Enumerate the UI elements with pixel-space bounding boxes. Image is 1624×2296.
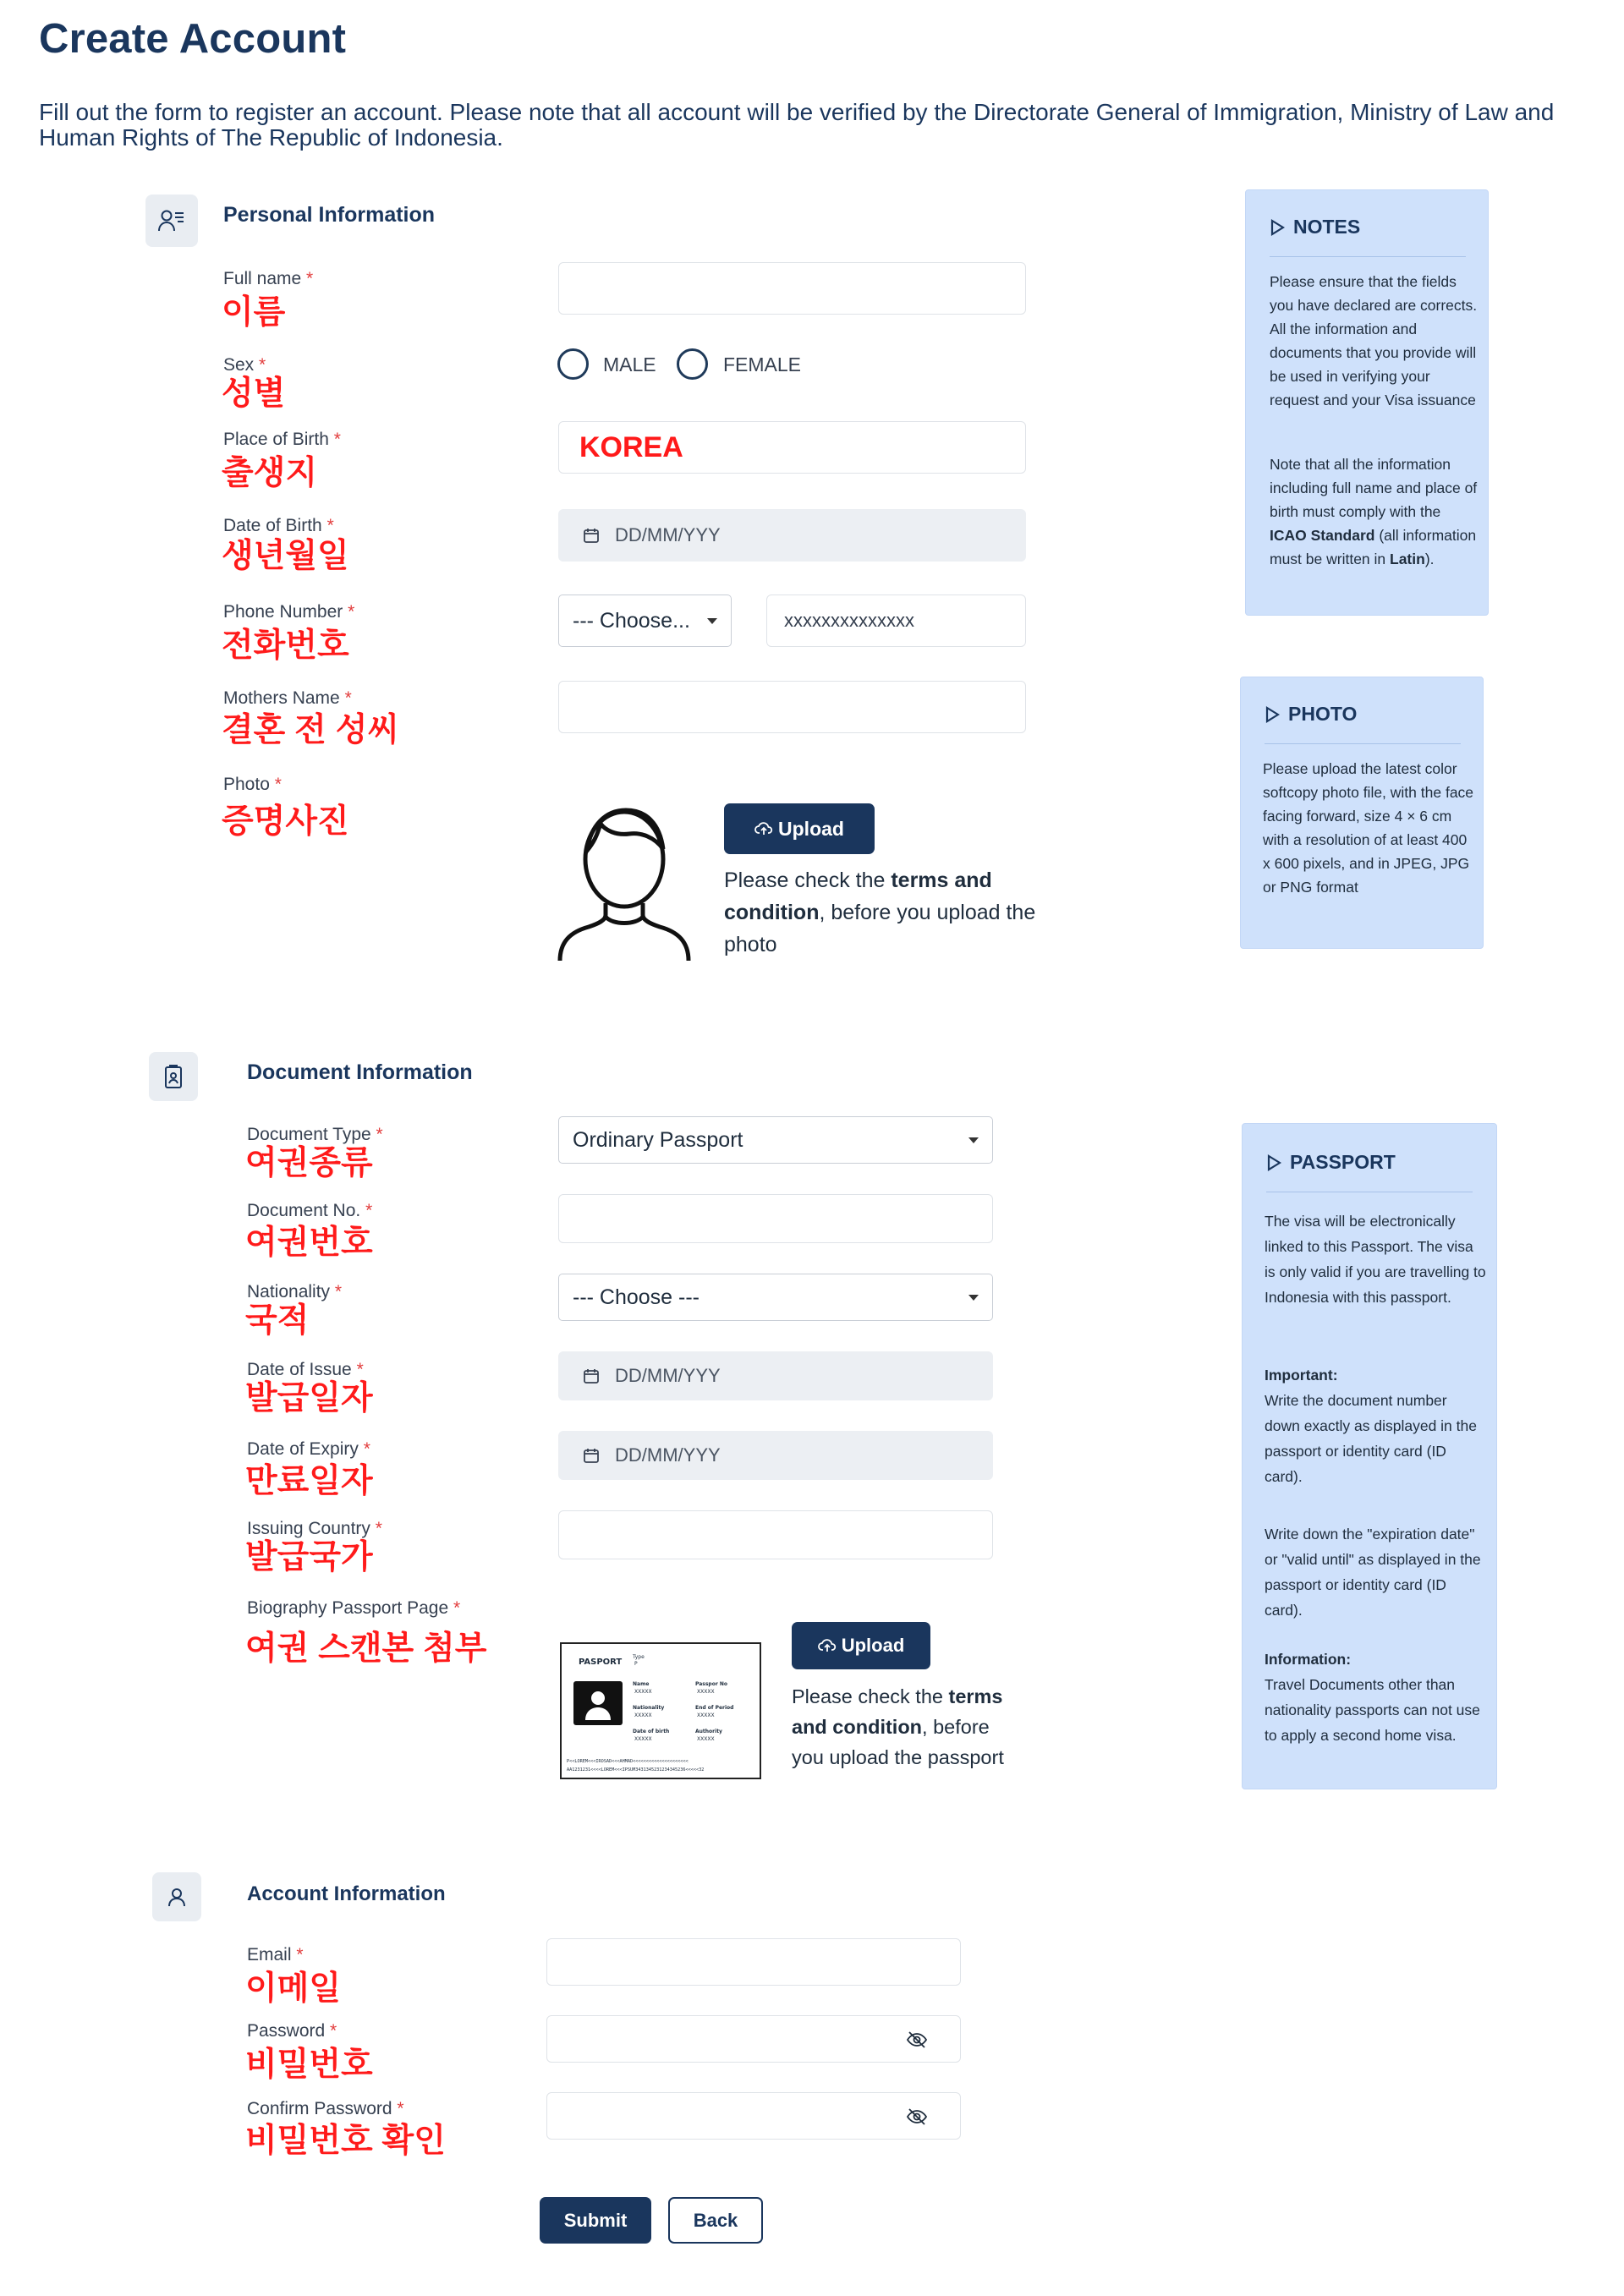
date-issue-placeholder: DD/MM/YYY bbox=[615, 1365, 721, 1386]
photo-notes-p1: Please upload the latest color softcopy photo file, with the face facing forward, size 4 × 6 cm with a resolution of at least 400 x 600 pixels, and in JPEG, JPG or PNG format bbox=[1263, 760, 1474, 896]
phone-annotation: 전화번호 bbox=[222, 627, 349, 664]
play-triangle-icon bbox=[1270, 219, 1285, 236]
mothers-name-annotation: 결혼 전 성씨 bbox=[222, 712, 400, 748]
document-type-select[interactable] bbox=[558, 1116, 993, 1164]
password-input[interactable] bbox=[546, 2015, 961, 2063]
document-info-icon bbox=[149, 1052, 198, 1101]
photo-help-text: Please check the terms and condition, before you upload the photo bbox=[724, 869, 1036, 956]
chevron-down-icon bbox=[968, 1295, 979, 1301]
place-of-birth-label: Place of Birth * bbox=[223, 430, 341, 449]
date-of-birth-input[interactable] bbox=[558, 509, 1026, 562]
mothers-name-input[interactable] bbox=[558, 681, 1026, 733]
passport-name-value: XXXXX bbox=[634, 1689, 652, 1695]
submit-button[interactable]: Submit bbox=[540, 2197, 651, 2244]
passport-dob-value: XXXXX bbox=[634, 1736, 652, 1742]
passport-notes-important: Important: Write the document number down exactly as displayed in the passport or identity card (ID card). bbox=[1265, 1367, 1477, 1485]
document-type-label: Document Type * bbox=[247, 1125, 383, 1144]
nationality-value: --- Choose --- bbox=[573, 1285, 700, 1309]
avatar-placeholder-icon bbox=[557, 802, 692, 961]
cloud-upload-icon bbox=[818, 1638, 837, 1653]
passport-authority-value: XXXXX bbox=[697, 1736, 715, 1742]
email-annotation: 이메일 bbox=[245, 1970, 342, 2007]
date-issue-input[interactable] bbox=[558, 1351, 993, 1400]
notes-p1: Please ensure that the fields you have declared are corrects. All the information and documents that you provide will be used in verifying your request and your Visa issuance bbox=[1270, 273, 1478, 408]
issuing-country-label: Issuing Country * bbox=[247, 1519, 382, 1538]
calendar-icon bbox=[583, 1367, 600, 1384]
passport-notes-information: Information: Travel Documents other than nationality passports can not use to apply a second home visa. bbox=[1265, 1651, 1480, 1744]
document-type-value: Ordinary Passport bbox=[573, 1127, 743, 1152]
passport-no-value: XXXXX bbox=[697, 1689, 715, 1695]
bio-page-label: Biography Passport Page * bbox=[247, 1598, 461, 1618]
personal-info-icon bbox=[145, 195, 198, 247]
sex-radio-female[interactable] bbox=[677, 348, 708, 380]
passport-type-label: Type bbox=[633, 1654, 645, 1660]
bio-page-annotation: 여권 스캔본 첨부 bbox=[245, 1630, 487, 1667]
play-triangle-icon bbox=[1265, 706, 1280, 723]
eye-off-icon[interactable] bbox=[906, 2030, 928, 2049]
phone-number-input[interactable] bbox=[766, 595, 1026, 647]
passport-help-text: Please check the terms and condition, before you upload the passport bbox=[792, 1685, 1004, 1768]
nationality-label: Nationality * bbox=[247, 1282, 343, 1301]
full-name-input[interactable] bbox=[558, 262, 1026, 315]
passport-photo-icon bbox=[573, 1681, 623, 1725]
place-of-birth-annotation: 출생지 bbox=[222, 455, 318, 491]
passport-notes-p1: The visa will be electronically linked to this Passport. The visa is only valid if you are travelling to Indonesia with this passport. bbox=[1265, 1213, 1486, 1306]
photo-notes-header bbox=[1265, 703, 1357, 726]
passport-nationality-value: XXXXX bbox=[634, 1712, 652, 1718]
issuing-country-annotation: 발급국가 bbox=[245, 1539, 373, 1575]
play-triangle-icon bbox=[1266, 1154, 1281, 1171]
document-no-input[interactable] bbox=[558, 1194, 993, 1243]
document-no-annotation: 여권번호 bbox=[245, 1225, 373, 1261]
nationality-annotation: 국적 bbox=[245, 1302, 310, 1339]
confirm-password-label: Confirm Password * bbox=[247, 2099, 404, 2118]
chevron-down-icon bbox=[707, 618, 717, 624]
passport-notes-panel bbox=[1242, 1123, 1497, 1789]
notes-panel bbox=[1245, 189, 1489, 616]
cloud-upload-icon bbox=[754, 821, 773, 836]
section-title-personal: Personal Information bbox=[223, 203, 436, 227]
passport-mrz-line-1: P<<LOREM<<<IROSAD<<<AHMAD<<<<<<<<<<<<<<<<<<<<< bbox=[567, 1759, 689, 1764]
full-name-annotation: 이름 bbox=[222, 294, 286, 331]
issuing-country-input[interactable] bbox=[558, 1510, 993, 1559]
passport-upload-label: Upload bbox=[841, 1635, 905, 1656]
date-expiry-input[interactable] bbox=[558, 1431, 993, 1480]
photo-upload-label: Upload bbox=[778, 817, 844, 840]
calendar-icon bbox=[583, 1447, 600, 1464]
eye-off-icon[interactable] bbox=[906, 2107, 928, 2126]
password-label: Password * bbox=[247, 2021, 337, 2041]
place-of-birth-value: KOREA bbox=[579, 430, 683, 463]
photo-notes-divider bbox=[1265, 743, 1461, 744]
passport-authority-label: Authority bbox=[695, 1729, 722, 1734]
date-expiry-placeholder: DD/MM/YYY bbox=[615, 1444, 721, 1466]
date-of-birth-label: Date of Birth * bbox=[223, 516, 334, 535]
passport-end-period-value: XXXXX bbox=[697, 1712, 715, 1718]
notes-p2: Note that all the information including full name and place of birth must comply with the ICAO Standard (all information must be written in Latin). bbox=[1270, 456, 1478, 567]
passport-dob-label: Date of birth bbox=[633, 1729, 670, 1734]
photo-upload-button[interactable] bbox=[724, 803, 875, 854]
passport-name-label: Name bbox=[633, 1681, 650, 1687]
nationality-select[interactable] bbox=[558, 1274, 993, 1321]
notes-header bbox=[1270, 216, 1360, 238]
passport-nationality-label: Nationality bbox=[633, 1705, 665, 1711]
date-issue-annotation: 발급일자 bbox=[245, 1380, 373, 1417]
passport-terms-link[interactable]: terms and condition bbox=[792, 1685, 1003, 1738]
passport-mrz-line-2: AA1231231<<<<LOREM<<<IPSUM3431345231234345236<<<<<32 bbox=[567, 1767, 705, 1773]
photo-notes-panel bbox=[1240, 677, 1484, 949]
passport-type-value: P bbox=[634, 1661, 638, 1667]
passport-upload-button[interactable] bbox=[792, 1622, 930, 1669]
phone-code-select[interactable] bbox=[558, 595, 732, 647]
passport-notes-header bbox=[1266, 1151, 1396, 1174]
phone-label: Phone Number * bbox=[223, 602, 355, 622]
date-of-birth-annotation: 생년월일 bbox=[222, 538, 349, 574]
date-expiry-annotation: 만료일자 bbox=[245, 1463, 373, 1499]
full-name-label: Full name * bbox=[223, 269, 314, 288]
date-of-birth-placeholder: DD/MM/YYY bbox=[615, 524, 721, 545]
sex-female-label: FEMALE bbox=[723, 353, 802, 375]
notes-divider bbox=[1270, 256, 1466, 257]
password-annotation: 비밀번호 bbox=[245, 2047, 373, 2083]
passport-notes-title: PASSPORT bbox=[1290, 1151, 1396, 1173]
passport-no-label: Passpor No bbox=[695, 1681, 728, 1687]
confirm-password-input[interactable] bbox=[546, 2092, 961, 2140]
page-title: Create Account bbox=[39, 16, 347, 62]
document-no-label: Document No. * bbox=[247, 1201, 373, 1220]
calendar-icon bbox=[583, 527, 600, 544]
section-title-account: Account Information bbox=[247, 1882, 446, 1905]
intro-text: Fill out the form to register an account. Please note that all account will be verified by the Directorate General of Immigration, Ministry of Law and Human Rights of The Republic of Indonesia. bbox=[39, 99, 1555, 151]
sex-annotation: 성별 bbox=[222, 375, 286, 412]
mothers-name-label: Mothers Name * bbox=[223, 688, 352, 708]
account-info-icon bbox=[152, 1872, 201, 1921]
photo-annotation: 증명사진 bbox=[222, 803, 349, 840]
phone-code-value: --- Choose... bbox=[573, 608, 690, 633]
date-issue-label: Date of Issue * bbox=[247, 1360, 364, 1379]
chevron-down-icon bbox=[968, 1137, 979, 1143]
phone-number-value: xxxxxxxxxxxxxx bbox=[784, 610, 914, 631]
email-input[interactable] bbox=[546, 1938, 961, 1986]
passport-notes-expiry: Write down the "expiration date" or "valid until" as displayed in the passport or identity card (ID card). bbox=[1265, 1526, 1481, 1619]
place-of-birth-input[interactable] bbox=[558, 421, 1026, 474]
document-type-annotation: 여권종류 bbox=[245, 1145, 373, 1181]
sex-radio-male[interactable] bbox=[557, 348, 589, 380]
passport-heading: PASPORT bbox=[579, 1658, 623, 1667]
notes-title: NOTES bbox=[1293, 216, 1361, 238]
photo-terms-link[interactable]: terms and condition bbox=[724, 869, 992, 924]
date-expiry-label: Date of Expiry * bbox=[247, 1439, 370, 1459]
passport-illustration bbox=[560, 1642, 761, 1779]
sex-label: Sex * bbox=[223, 355, 266, 375]
sex-male-label: MALE bbox=[603, 353, 656, 375]
back-button[interactable]: Back bbox=[668, 2197, 763, 2244]
confirm-password-annotation: 비밀번호 확인 bbox=[245, 2123, 446, 2159]
passport-end-period-label: End of Period bbox=[695, 1705, 734, 1711]
photo-label: Photo * bbox=[223, 775, 282, 794]
email-label: Email * bbox=[247, 1945, 304, 1964]
photo-notes-title: PHOTO bbox=[1288, 703, 1358, 725]
section-title-document: Document Information bbox=[247, 1060, 473, 1084]
